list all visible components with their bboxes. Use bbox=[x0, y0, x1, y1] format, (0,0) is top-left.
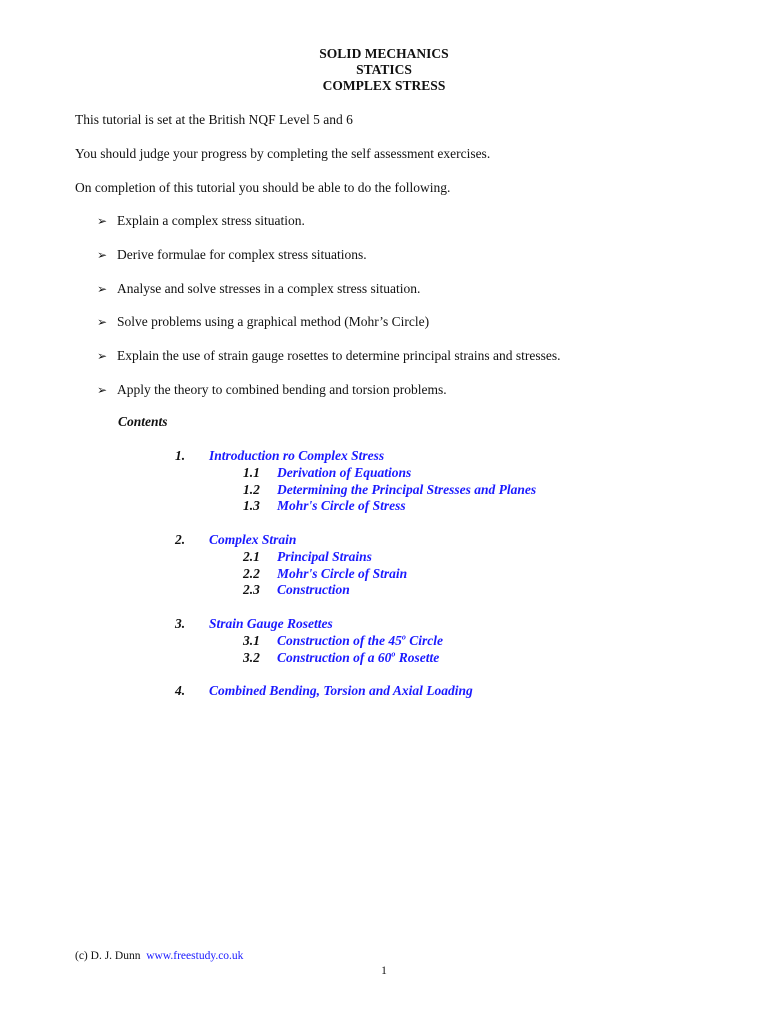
toc-subsection-number: 3.2 bbox=[243, 650, 260, 665]
toc-link-section-4[interactable]: Combined Bending, Torsion and Axial Loading bbox=[209, 683, 473, 698]
intro-paragraph-progress: You should judge your progress by completing the self assessment exercises. bbox=[75, 146, 491, 161]
objective-text: Derive formulae for complex stress situations. bbox=[117, 247, 367, 262]
document-subtitle: STATICS bbox=[356, 62, 412, 77]
objective-text: Explain a complex stress situation. bbox=[117, 213, 305, 228]
objective-text: Solve problems using a graphical method (Mohr’s Circle) bbox=[117, 314, 430, 329]
toc-link-subsection-2-2[interactable]: Mohr's Circle of Strain bbox=[277, 566, 408, 581]
objective-item bbox=[97, 280, 420, 298]
toc-link-subsection-2-1[interactable]: Principal Strains bbox=[277, 549, 372, 564]
toc-link-subsection-1-1[interactable]: Derivation of Equations bbox=[277, 465, 412, 480]
page-number: 1 bbox=[381, 965, 387, 977]
degree-superscript: o bbox=[391, 649, 396, 659]
toc-section-number: 3. bbox=[175, 616, 186, 631]
arrow-bullet-icon: ➢ bbox=[97, 383, 108, 397]
document-title: SOLID MECHANICS bbox=[319, 46, 449, 61]
arrow-bullet-icon: ➢ bbox=[97, 282, 108, 296]
toc-subsection-number: 3.1 bbox=[243, 633, 260, 648]
footer-copyright: (c) D. J. Dunn bbox=[75, 950, 141, 962]
arrow-bullet-icon: ➢ bbox=[97, 315, 108, 329]
toc-subsection-title-part: Rosette bbox=[395, 650, 440, 665]
toc-subsection-number: 1.1 bbox=[243, 465, 260, 480]
document-topic: COMPLEX STRESS bbox=[322, 78, 446, 93]
arrow-bullet-icon: ➢ bbox=[97, 214, 108, 228]
objective-text: Analyse and solve stresses in a complex stress situation. bbox=[117, 281, 421, 296]
toc-subsection-number: 1.2 bbox=[243, 482, 260, 497]
footer bbox=[75, 950, 243, 962]
objective-text: Apply the theory to combined bending and torsion problems. bbox=[117, 382, 447, 397]
intro-paragraph-level: This tutorial is set at the British NQF Level 5 and 6 bbox=[75, 112, 353, 127]
toc-section-number: 2. bbox=[175, 532, 186, 547]
toc-link-subsection-3-2[interactable] bbox=[277, 650, 439, 666]
toc-link-subsection-1-2[interactable]: Determining the Principal Stresses and Planes bbox=[277, 482, 537, 497]
objective-item bbox=[97, 347, 561, 365]
objective-item bbox=[97, 381, 447, 399]
toc-subsection-title-part: Construction of the 45 bbox=[277, 633, 402, 648]
objective-item bbox=[97, 313, 429, 331]
toc-subsection-number: 2.2 bbox=[243, 566, 260, 581]
toc-link-subsection-2-3[interactable]: Construction bbox=[277, 582, 350, 597]
objective-item bbox=[97, 212, 305, 230]
objective-text: Explain the use of strain gauge rosettes to determine principal strains and stresses. bbox=[117, 348, 561, 363]
toc-link-section-2[interactable]: Complex Strain bbox=[209, 532, 297, 547]
toc-subsection-number: 2.3 bbox=[243, 582, 260, 597]
toc-link-section-3[interactable]: Strain Gauge Rosettes bbox=[209, 616, 333, 631]
toc-subsection-number: 2.1 bbox=[243, 549, 260, 564]
arrow-bullet-icon: ➢ bbox=[97, 248, 108, 262]
objective-item bbox=[97, 246, 367, 264]
toc-link-subsection-3-1[interactable] bbox=[277, 633, 443, 649]
toc-section-number: 1. bbox=[175, 448, 186, 463]
toc-subsection-title-part: Construction of a 60 bbox=[277, 650, 392, 665]
toc-link-section-1[interactable]: Introduction ro Complex Stress bbox=[209, 448, 385, 463]
toc-subsection-title-part: Circle bbox=[405, 633, 444, 648]
toc-link-subsection-1-3[interactable]: Mohr's Circle of Stress bbox=[277, 498, 406, 513]
contents-heading: Contents bbox=[118, 414, 168, 429]
toc-subsection-number: 1.3 bbox=[243, 498, 260, 513]
degree-superscript: o bbox=[401, 632, 406, 642]
arrow-bullet-icon: ➢ bbox=[97, 349, 108, 363]
footer-website-link[interactable]: www.freestudy.co.uk bbox=[146, 950, 244, 962]
intro-paragraph-outcomes: On completion of this tutorial you should be able to do the following. bbox=[75, 180, 451, 195]
toc-section-number: 4. bbox=[175, 683, 186, 698]
